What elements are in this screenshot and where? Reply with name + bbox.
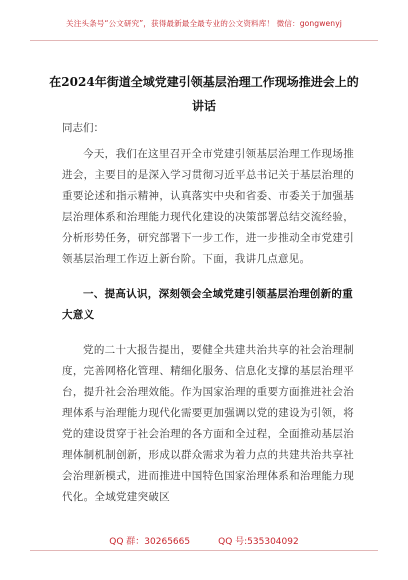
qq-number: QQ 号:535304092 (218, 537, 299, 547)
title-line-1: 在2024年街道全域党建引领基层治理工作现场推进会上的 (49, 75, 359, 89)
qq-group: QQ 群：30265665 (109, 537, 191, 547)
top-banner: 关注头条号“公文研究”，获得最新最全最专业的公文资料库！ 微信：gongwenyj (66, 19, 342, 28)
footer-divider (30, 550, 378, 551)
paragraph-section-1: 党的二十大报告提出，要健全共建共治共享的社会治理制度，完善网格化管理、精细化服务、信息化支撑的基层治理平台，提升社会治理效能。作为国家治理的重要方面推进社会治理体系与治理能力现代化需要更加强调以党的建设为引领，将党的建设贯穿于社会治理的各方面和全过程，全面推动基层治理体制机制创新，形成以群众需求为着力点的共建共治共享社会治理新模式，进而推进中国特色国家治理体系和治理能力现代化。全域党建突破区 (62, 344, 354, 503)
title-line-2: 讲话 (191, 99, 216, 113)
header-divider (30, 40, 378, 41)
section-heading-1: 一、提高认识，深刻领会全域党建引领基层治理创新的重大意义 (62, 288, 353, 321)
paragraph-intro: 今天，我们在这里召开全市党建引领基层治理工作现场推进会，主要目的是深入学习贯彻习近平总书记关于基层治理的重要论述和指示精神，认真落实中央和省委、市委关于加强基层治理体系和治理能力现代化建设的决策部署总结交流经验，分析形势任务，研究部署下一步工作，进一步推动全市党建引领基层治理工作迈上新台阶。下面，我讲几点意见。 (62, 148, 354, 265)
salutation: 同志们： (62, 122, 104, 134)
document-title (48, 70, 360, 118)
footer-contact (0, 534, 408, 547)
document-body (62, 120, 354, 522)
